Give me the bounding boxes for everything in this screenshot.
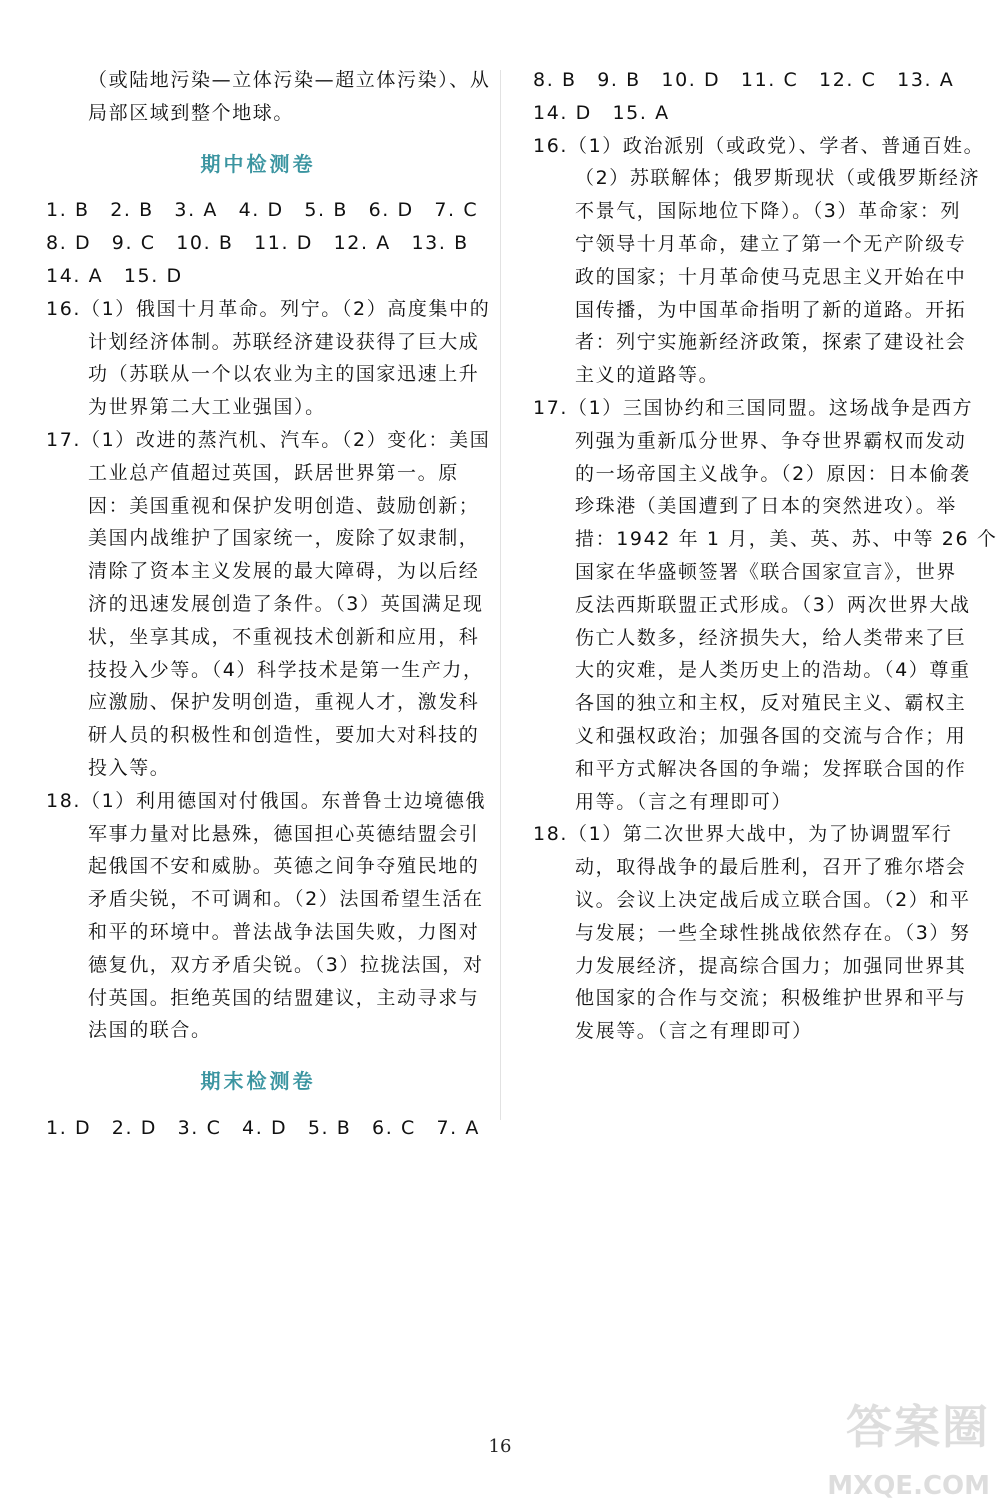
text-line: 16.（1）政治派别（或政党）、学者、普通百姓。 xyxy=(533,134,985,157)
text-line: 付英国。拒绝英国的结盟建议，主动寻求与 xyxy=(88,986,480,1009)
final-multiple-choice xyxy=(46,1112,481,1145)
text-line: 矛盾尖锐，不可调和。（2）法国希望生活在 xyxy=(88,888,484,911)
text-line: 者：列宁实施新经济政策，探索了建设社会 xyxy=(575,331,967,354)
text-line: 18.（1）利用德国对付俄国。东普鲁士边境德俄 xyxy=(46,789,487,812)
text-line: 用等。（言之有理即可） xyxy=(575,790,793,813)
text-line: 美国内战维护了国家统一，废除了奴隶制， xyxy=(88,527,480,550)
final-question-18 xyxy=(533,818,971,1048)
final-question-17 xyxy=(533,392,998,818)
text-line: 法国的联合。 xyxy=(88,1019,212,1042)
text-line: 济的迅速发展创造了条件。（3）英国满足现 xyxy=(88,592,484,615)
answer-line: 14. A 15. D xyxy=(46,264,183,287)
text-line: 16.（1）俄国十月革命。列宁。（2）高度集中的 xyxy=(46,297,491,320)
text-line: 他国家的合作与交流；积极维护世界和平与 xyxy=(575,987,967,1010)
text-line: 和平的环境中。普法战争法国失败，力图对 xyxy=(88,920,480,943)
midterm-question-18 xyxy=(46,785,487,1047)
text-line: 政的国家；十月革命使马克思主义开始在中 xyxy=(575,265,967,288)
answer-line: 1. B 2. B 3. A 4. D 5. B 6. D 7. C xyxy=(46,199,479,222)
watermark-url: MXQE.COM xyxy=(827,1471,990,1501)
text-line: 为世界第二大工业强国）。 xyxy=(88,396,326,419)
text-line: 研人员的积极性和创造性，要加大对科技的 xyxy=(88,724,480,747)
text-line: 清除了资本主义发展的最大障碍，为以后经 xyxy=(88,560,480,583)
text-line: 计划经济体制。苏联经济建设获得了巨大成 xyxy=(88,330,480,353)
text-line: 功（苏联从一个以农业为主的国家迅速上升 xyxy=(88,363,480,386)
text-line: 发展等。（言之有理即可） xyxy=(575,1020,813,1043)
text-line: 不景气，国际地位下降）。（3）革命家：列 xyxy=(575,200,962,223)
answer-line: 8. B 9. B 10. D 11. C 12. C 13. A xyxy=(533,69,955,91)
text-line: 的一场帝国主义战争。（2）原因：日本偷袭 xyxy=(575,462,971,485)
text-line: 反法西斯联盟正式形成。（3）两次世界大战 xyxy=(575,593,971,616)
midterm-question-17 xyxy=(46,424,491,785)
text-line: 列强为重新瓜分世界、争夺世界霸权而发动 xyxy=(575,429,967,452)
page-number: 16 xyxy=(488,1436,512,1457)
watermark-logo xyxy=(827,1391,990,1501)
final-multiple-choice-continued xyxy=(533,64,957,130)
text-line: 应激励、保护发明创造，重视人才，激发科 xyxy=(88,691,480,714)
text-line: 和平方式解决各国的争端；发挥联合国的作 xyxy=(575,757,967,780)
right-column xyxy=(533,64,998,1048)
column-divider xyxy=(500,70,501,1120)
text-line: 伤亡人数多，经济损失大，给人类带来了巨 xyxy=(575,626,967,649)
text-line: （或陆地污染—立体污染—超立体污染）、从 xyxy=(88,69,491,91)
text-line: 17.（1）改进的蒸汽机、汽车。（2）变化：美国 xyxy=(46,428,491,451)
text-line: 状，坐享其成，不重视技术创新和应用，科 xyxy=(88,625,480,648)
text-line: （2）苏联解体；俄罗斯现状（或俄罗斯经济 xyxy=(575,167,981,190)
text-line: 军事力量对比悬殊，德国担心英德结盟会引 xyxy=(88,822,480,845)
text-line: 局部区域到整个地球。 xyxy=(88,101,295,124)
text-line: 各国的独立和主权，反对殖民主义、霸权主 xyxy=(575,692,967,715)
watermark-title: 答案圈 xyxy=(846,1400,990,1454)
text-line: 工业总产值超过英国，跃居世界第一。原 xyxy=(88,461,459,484)
answer-line: 14. D 15. A xyxy=(533,101,670,124)
text-line: 宁领导十月革命，建立了第一个无产阶级专 xyxy=(575,232,967,255)
text-line: 投入等。 xyxy=(88,756,171,779)
section-heading-final: 期末检测卷 xyxy=(200,1069,316,1094)
answer-line: 8. D 9. C 10. B 11. D 12. A 13. B xyxy=(46,232,469,255)
text-line: 议。会议上决定战后成立联合国。（2）和平 xyxy=(575,888,971,911)
text-line: 因：美国重视和保护发明创造、鼓励创新； xyxy=(88,494,480,517)
midterm-question-16 xyxy=(46,293,491,424)
text-line: 主义的道路等。 xyxy=(575,364,720,387)
text-line: 动，取得战争的最后胜利，召开了雅尔塔会 xyxy=(575,856,967,879)
text-line: 德复仇，双方矛盾尖锐。（3）拉拢法国，对 xyxy=(88,953,484,976)
text-line: 大的灾难，是人类历史上的浩劫。（4）尊重 xyxy=(575,659,971,682)
text-line: 与发展；一些全球性挑战依然存在。（3）努 xyxy=(575,921,971,944)
left-column xyxy=(46,64,491,1145)
final-question-16 xyxy=(533,130,985,392)
text-line: 17.（1）三国协约和三国同盟。这场战争是西方 xyxy=(533,396,974,419)
midterm-multiple-choice xyxy=(46,194,479,292)
text-line: 珍珠港（美国遭到了日本的突然进攻）。举 xyxy=(575,495,957,518)
text-line: 技投入少等。（4）科学技术是第一生产力， xyxy=(88,658,484,681)
text-line: 国传播，为中国革命指明了新的道路。开拓 xyxy=(575,298,967,321)
intro-paragraph xyxy=(46,64,491,130)
text-line: 义和强权政治；加强各国的交流与合作；用 xyxy=(575,724,967,747)
text-line: 措：1942 年 1 月，美、英、苏、中等 26 个 xyxy=(575,528,998,551)
text-line: 起俄国不安和威胁。英德之间争夺殖民地的 xyxy=(88,855,480,878)
text-line: 国家在华盛顿签署《联合国家宣言》，世界 xyxy=(575,560,957,583)
answer-line: 1. D 2. D 3. C 4. D 5. B 6. C 7. A xyxy=(46,1116,481,1139)
text-line: 18.（1）第二次世界大战中，为了协调盟军行 xyxy=(533,823,953,846)
section-heading-midterm: 期中检测卷 xyxy=(200,151,316,176)
text-line: 力发展经济，提高综合国力；加强同世界其 xyxy=(575,954,967,977)
